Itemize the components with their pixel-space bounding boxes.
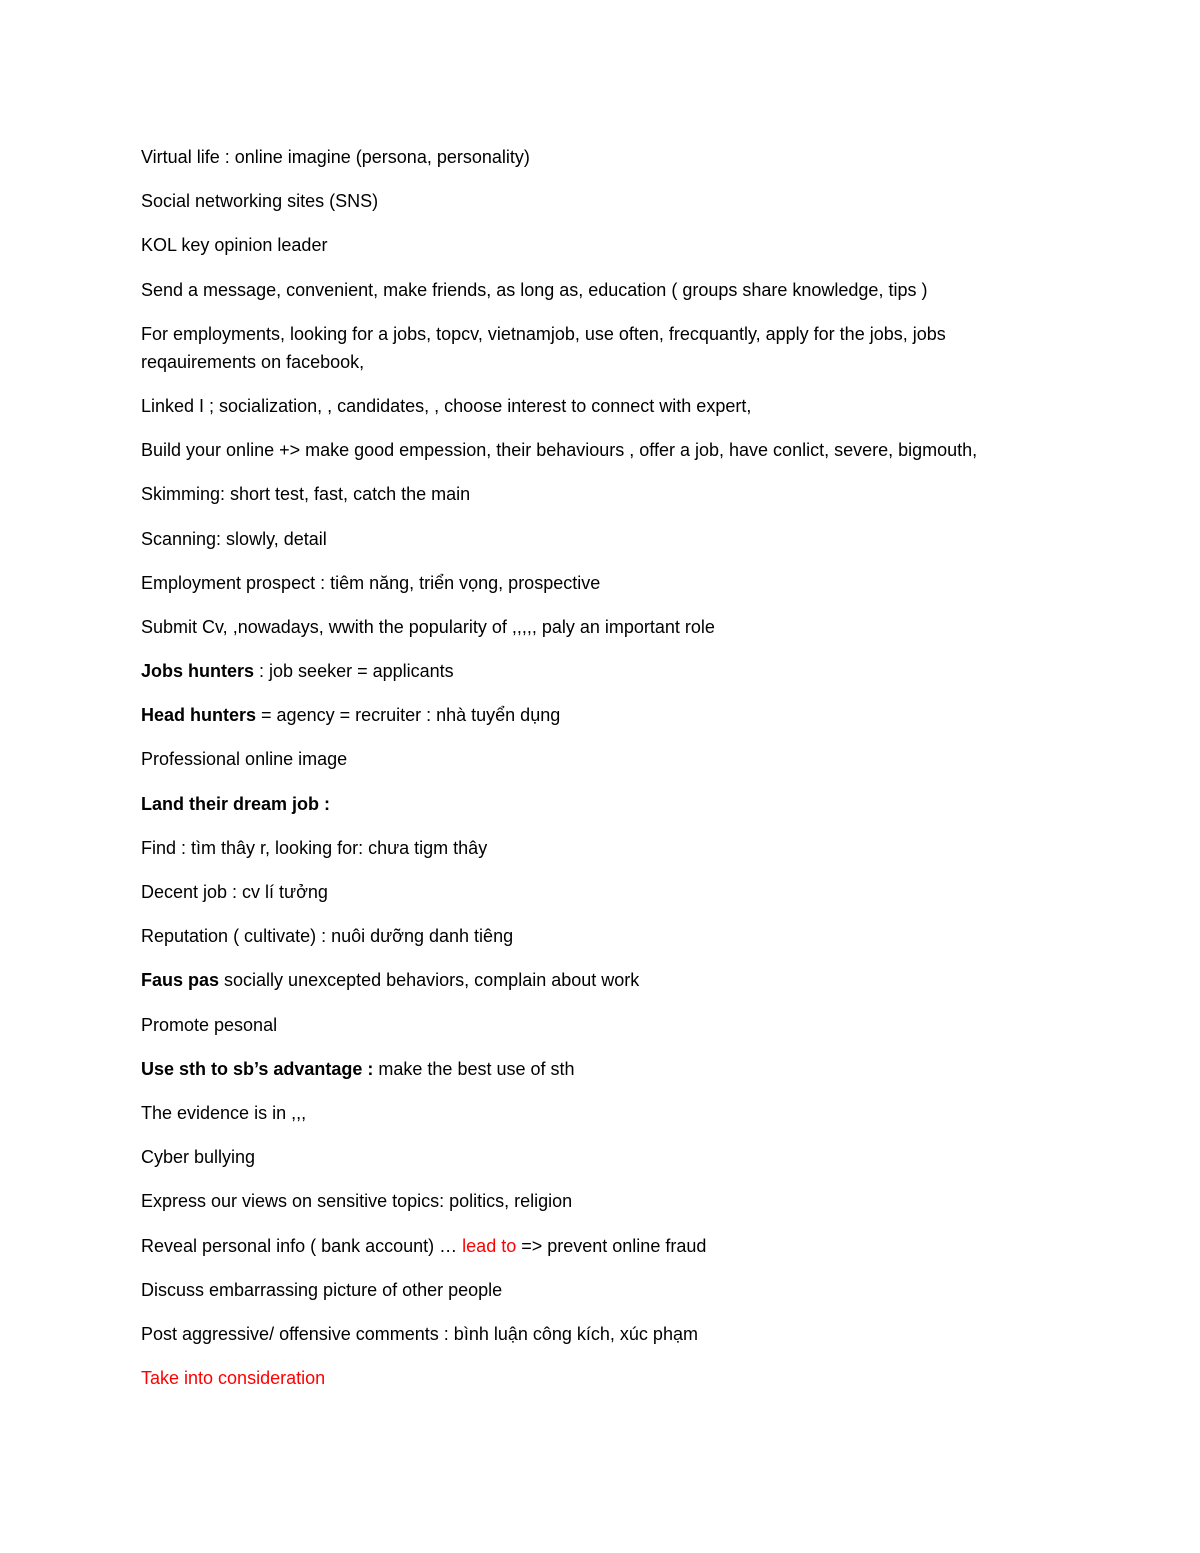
note-text: => prevent online fraud [516,1235,707,1256]
note-text: The evidence is in ,,, [141,1102,307,1123]
note-text: KOL key opinion leader [141,235,328,256]
note-line [141,569,1061,597]
bold-term: Land their dream job : [141,793,331,814]
note-text: Employment prospect : tiêm năng, triển vọng, prospective [141,572,601,593]
note-line [141,834,1061,862]
note-text: Promote pesonal [141,1014,278,1035]
note-text: Linked I ; socialization, , candidates, , choose interest to connect with expert, [141,395,752,416]
note-line [141,480,1061,508]
bold-term: Faus pas [141,970,220,991]
note-line [141,790,1061,818]
note-line [141,436,1061,464]
note-text: Reputation ( cultivate) : nuôi dưỡng danh tiêng [141,926,514,947]
note-line [141,613,1061,641]
note-text: For employments, looking for a jobs, topcv, vietnamjob, use often, frecquantly, apply for the jobs, jobs reqauirements on facebook, [141,323,946,372]
note-line [141,1187,1061,1215]
note-line [141,187,1061,215]
note-text: Express our views on sensitive topics: politics, religion [141,1191,573,1212]
note-text: Virtual life : online imagine (persona, personality) [141,147,530,167]
note-text: Skimming: short test, fast, catch the main [141,484,471,505]
note-text: = agency = recruiter : nhà tuyển dụng [256,705,561,726]
note-text: : job seeker = applicants [254,661,454,682]
note-line [141,1320,1061,1348]
note-text: Build your online +> make good empession, their behaviours , offer a job, have conlict, severe, bigmouth, [141,440,978,461]
note-text: Scanning: slowly, detail [141,528,327,549]
note-text: Find : tìm thây r, looking for: chưa tigm thây [141,837,488,858]
note-text: Submit Cv, ,nowadays, wwith the popularity of ,,,,, paly an important role [141,616,715,637]
note-text: socially unexcepted behaviors, complain about work [219,970,640,991]
note-text: Decent job : cv lí tưởng [141,882,328,902]
note-line [141,231,1061,259]
note-line [141,143,1061,171]
note-line [141,1276,1061,1304]
note-line [141,657,1061,685]
note-text: Professional online image [141,749,348,770]
note-line [141,701,1061,729]
note-line [141,745,1061,773]
note-line [141,276,1061,304]
note-line [141,966,1061,994]
bold-term: Use sth to sb’s advantage : [141,1058,374,1079]
note-text: Send a message, convenient, make friends, as long as, education ( groups share knowledge, tips ) [141,279,928,300]
note-text: Reveal personal info ( bank account) … [141,1235,463,1256]
note-line [141,922,1061,950]
note-text: make the best use of sth [373,1058,575,1079]
note-text: Post aggressive/ offensive comments : bình luận công kích, xúc phạm [141,1323,698,1344]
notes-body [141,143,1061,1408]
highlighted-text: lead to [462,1235,517,1256]
note-line [141,320,1061,376]
note-text: Social networking sites (SNS) [141,191,379,212]
highlighted-text: Take into consideration [141,1368,326,1389]
note-line [141,1232,1061,1260]
note-line [141,878,1061,906]
note-text: Discuss embarrassing picture of other people [141,1279,503,1300]
note-text: Cyber bullying [141,1147,256,1168]
note-line [141,1364,1061,1392]
bold-term: Jobs hunters [141,661,255,682]
note-line [141,1055,1061,1083]
note-line [141,1099,1061,1127]
note-line [141,525,1061,553]
note-line [141,1011,1061,1039]
bold-term: Head hunters [141,705,257,726]
note-line [141,392,1061,420]
note-line [141,1143,1061,1171]
